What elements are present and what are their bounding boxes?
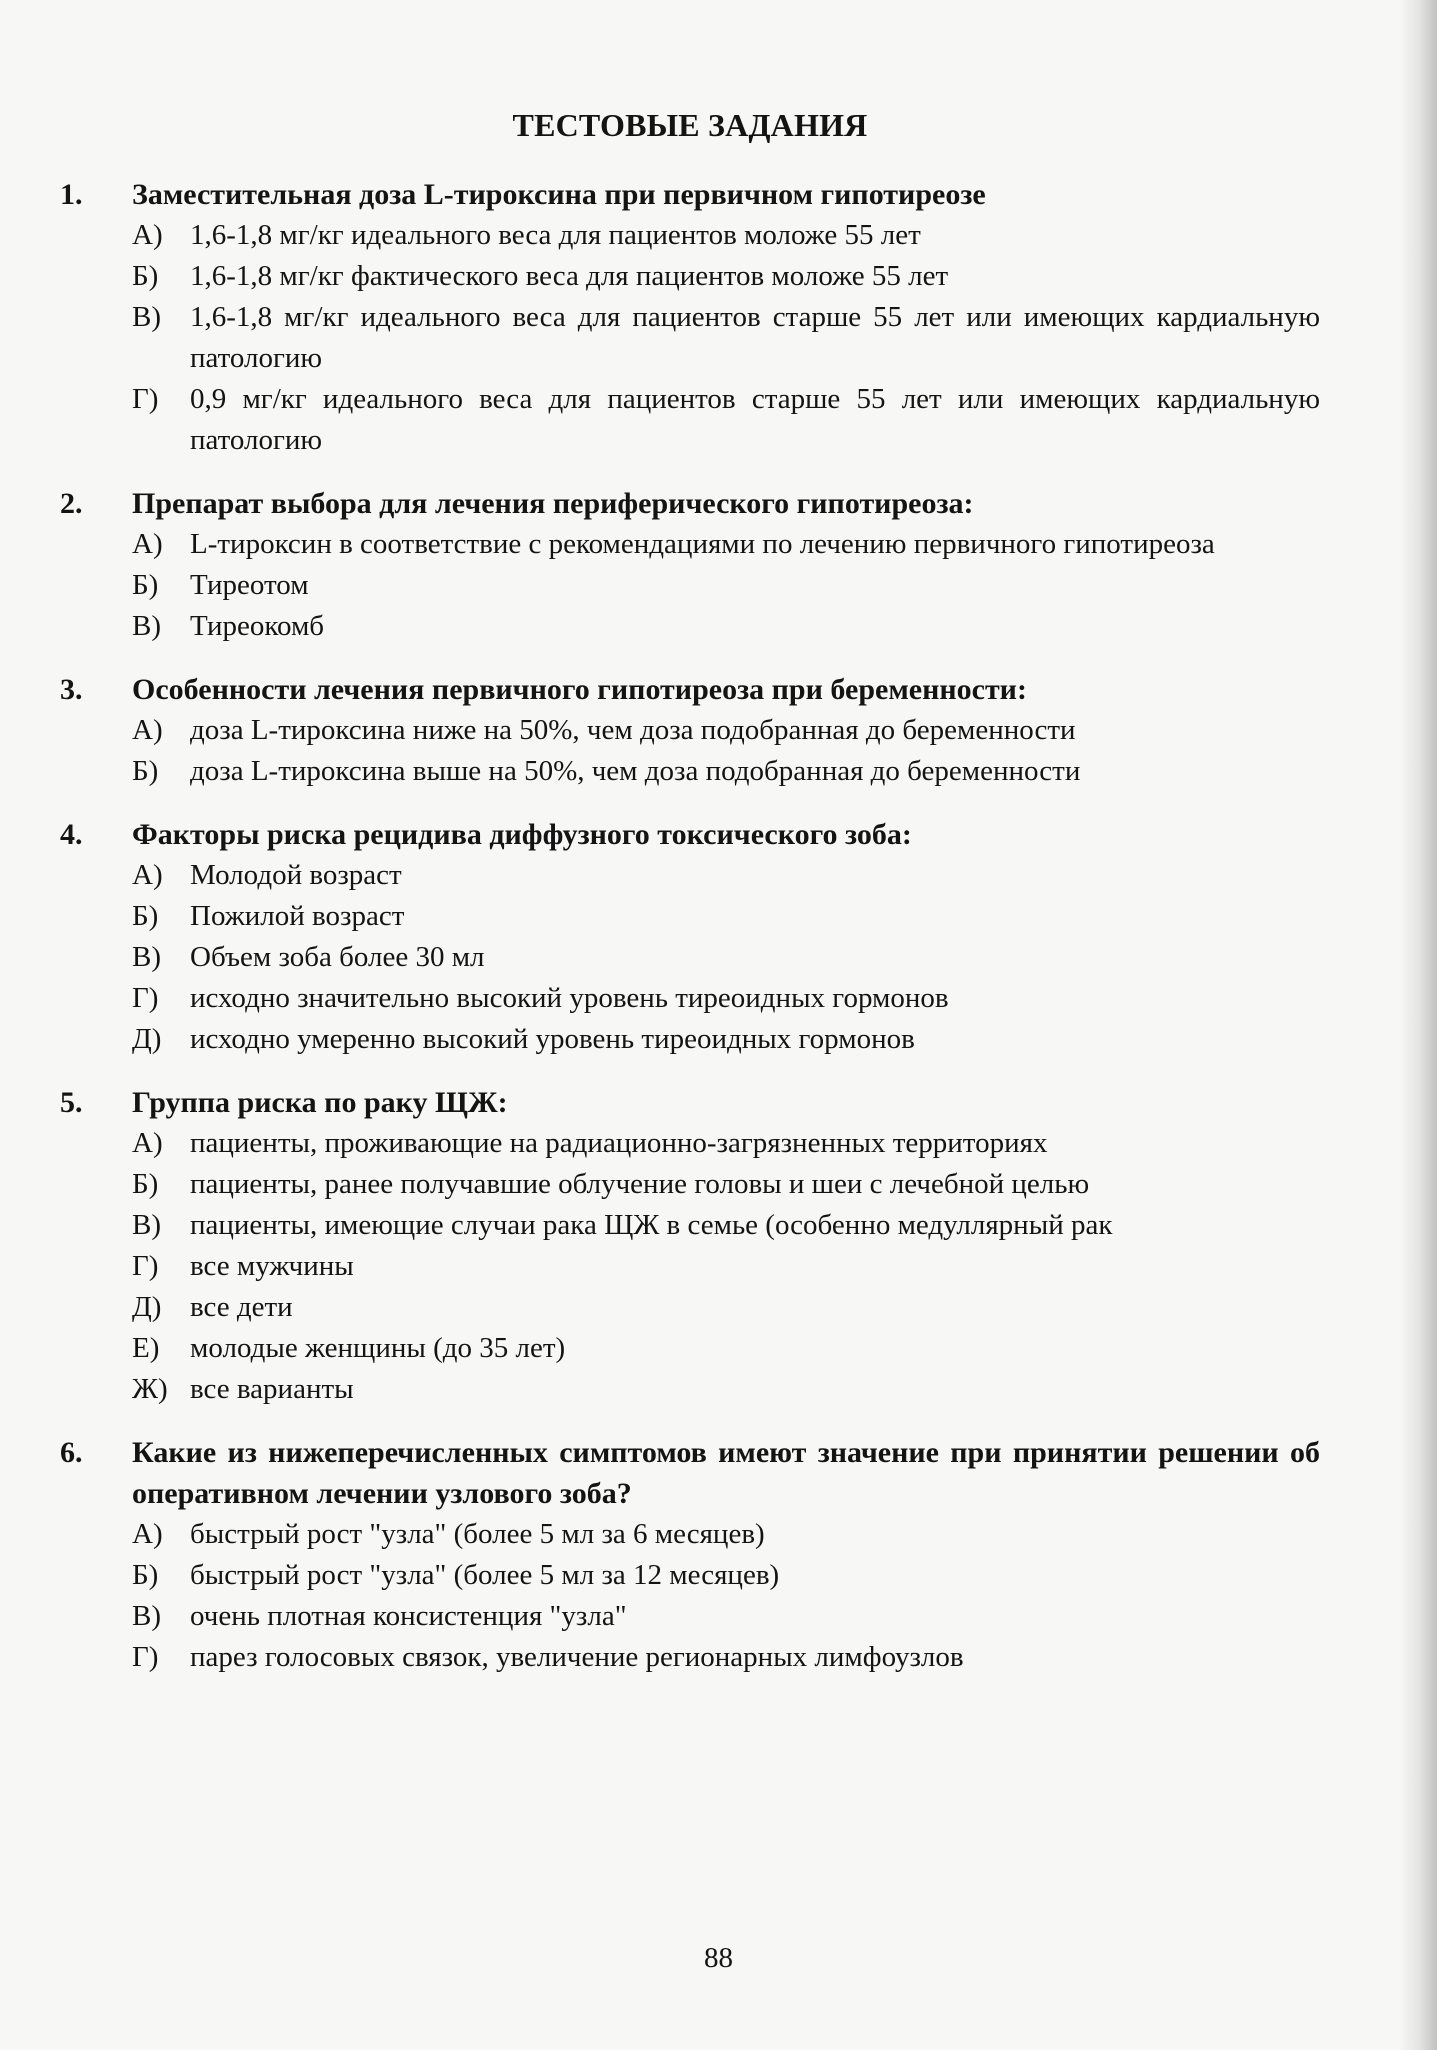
answer-option-text: очень плотная консистенция "узла": [190, 1600, 627, 1632]
answer-option-letter: Г): [132, 1641, 159, 1673]
question-item: [60, 1082, 1320, 1410]
answer-option: [132, 606, 1320, 647]
question-body: [132, 1432, 1320, 1678]
answer-option-letter: А): [132, 1518, 163, 1550]
question-body: [132, 814, 1320, 1060]
answer-option: [132, 1328, 1320, 1369]
answer-option-letter: В): [132, 1600, 161, 1632]
answer-option-letter: А): [132, 1127, 163, 1159]
answer-option-text: пациенты, проживающие на радиационно-загрязненных территориях: [190, 1127, 1048, 1159]
answer-option: [132, 1637, 1320, 1678]
answer-option-letter: Ж): [132, 1373, 168, 1405]
answer-option-letter: А): [132, 219, 163, 251]
answer-option: [132, 524, 1320, 565]
question-body: [132, 1082, 1320, 1410]
answer-option: [132, 1369, 1320, 1410]
question-body: [132, 669, 1320, 792]
answer-option-letter: Д): [132, 1023, 162, 1055]
answer-option: [132, 937, 1320, 978]
question-text: Препарат выбора для лечения периферического гипотиреоза:: [132, 487, 974, 520]
question-item: [60, 483, 1320, 647]
answer-option-text: парез голосовых связок, увеличение регионарных лимфоузлов: [190, 1641, 964, 1673]
answer-option-text: доза L-тироксина ниже на 50%, чем доза подобранная до беременности: [190, 714, 1076, 746]
question-body: [132, 174, 1320, 461]
answer-option-letter: Б): [132, 755, 159, 787]
answer-option: [132, 978, 1320, 1019]
question-text: Какие из нижеперечисленных симптомов имеют значение при принятии решении об оперативном лечении узлового зоба?: [132, 1436, 1320, 1510]
answer-option-letter: Е): [132, 1332, 160, 1364]
answer-option: [132, 1123, 1320, 1164]
answer-option-letter: Д): [132, 1291, 162, 1323]
answer-option: [132, 751, 1320, 792]
answer-option-letter: А): [132, 859, 163, 891]
answer-option-text: L-тироксин в соответствие с рекомендациями по лечению первичного гипотиреоза: [190, 528, 1215, 560]
answer-option-text: исходно значительно высокий уровень тиреоидных гормонов: [190, 982, 949, 1014]
page-edge-shadow: [1399, 0, 1437, 2050]
answer-option-text: быстрый рост "узла" (более 5 мл за 6 месяцев): [190, 1518, 765, 1550]
question-text: Особенности лечения первичного гипотиреоза при беременности:: [132, 673, 1027, 706]
answer-option-letter: Б): [132, 260, 159, 292]
page-title: ТЕСТОВЫЕ ЗАДАНИЯ: [512, 107, 868, 143]
answer-option-text: быстрый рост "узла" (более 5 мл за 12 месяцев): [190, 1559, 780, 1591]
question-number: 1.: [60, 178, 83, 211]
answer-option: [132, 1246, 1320, 1287]
answer-option: [132, 1019, 1320, 1060]
answer-option: [132, 855, 1320, 896]
answer-option: [132, 896, 1320, 937]
answer-option: [132, 565, 1320, 606]
question-item: [60, 174, 1320, 461]
answer-option: [132, 1287, 1320, 1328]
answer-option-letter: В): [132, 1209, 161, 1241]
answer-option-letter: Г): [132, 383, 159, 415]
answer-option-letter: Г): [132, 982, 159, 1014]
answer-option-text: пациенты, имеющие случаи рака ЩЖ в семье (особенно медуллярный рак: [190, 1209, 1113, 1241]
answer-option: [132, 297, 1320, 379]
answer-option-text: 0,9 мг/кг идеального веса для пациентов старше 55 лет или имеющих кардиальную патологию: [190, 383, 1320, 456]
question-number: 6.: [60, 1436, 83, 1469]
answer-option: [132, 379, 1320, 461]
answer-option-letter: Б): [132, 900, 159, 932]
answer-option: [132, 710, 1320, 751]
answer-option-text: Объем зоба более 30 мл: [190, 941, 485, 973]
answer-option-letter: В): [132, 941, 161, 973]
answer-option-text: 1,6-1,8 мг/кг идеального веса для пациентов старше 55 лет или имеющих кардиальную патологию: [190, 301, 1320, 374]
answer-option: [132, 1205, 1320, 1246]
answer-option-text: 1,6-1,8 мг/кг фактического веса для пациентов моложе 55 лет: [190, 260, 949, 292]
answer-option-text: все варианты: [190, 1373, 354, 1405]
answer-option-text: молодые женщины (до 35 лет): [190, 1332, 566, 1364]
question-number: 4.: [60, 818, 83, 851]
answer-option-text: пациенты, ранее получавшие облучение головы и шеи с лечебной целью: [190, 1168, 1090, 1200]
question-list: [60, 174, 1320, 1678]
answer-option-text: все мужчины: [190, 1250, 354, 1282]
answer-option-text: Тиреотом: [190, 569, 309, 601]
answer-option-text: исходно умеренно высокий уровень тиреоидных гормонов: [190, 1023, 915, 1055]
answer-option-letter: В): [132, 301, 161, 333]
question-number: 2.: [60, 487, 83, 520]
answer-option-letter: Б): [132, 1559, 159, 1591]
answer-option-letter: Г): [132, 1250, 159, 1282]
answer-option: [132, 1514, 1320, 1555]
answer-option-text: Тиреокомб: [190, 610, 325, 642]
question-body: [132, 483, 1320, 647]
answer-option: [132, 1555, 1320, 1596]
question-item: [60, 814, 1320, 1060]
question-number: 3.: [60, 673, 83, 706]
answer-option: [132, 1164, 1320, 1205]
question-text: Заместительная доза L-тироксина при первичном гипотиреозе: [132, 178, 986, 211]
question-item: [60, 669, 1320, 792]
answer-option-letter: Б): [132, 1168, 159, 1200]
page-content: [60, 104, 1320, 1700]
question-text: Группа риска по раку ЩЖ:: [132, 1086, 508, 1119]
answer-option-letter: А): [132, 714, 163, 746]
question-number: 5.: [60, 1086, 83, 1119]
answer-option-letter: А): [132, 528, 163, 560]
question-item: [60, 1432, 1320, 1678]
question-text: Факторы риска рецидива диффузного токсического зоба:: [132, 818, 912, 851]
answer-option-letter: В): [132, 610, 161, 642]
answer-option-text: Молодой возраст: [190, 859, 402, 891]
page-number: 88: [704, 1942, 733, 1974]
answer-option-text: доза L-тироксина выше на 50%, чем доза подобранная до беременности: [190, 755, 1081, 787]
answer-option: [132, 256, 1320, 297]
answer-option-text: Пожилой возраст: [190, 900, 405, 932]
answer-option-text: все дети: [190, 1291, 293, 1323]
answer-option-letter: Б): [132, 569, 159, 601]
answer-option: [132, 1596, 1320, 1637]
answer-option-text: 1,6-1,8 мг/кг идеального веса для пациентов моложе 55 лет: [190, 219, 921, 251]
answer-option: [132, 215, 1320, 256]
